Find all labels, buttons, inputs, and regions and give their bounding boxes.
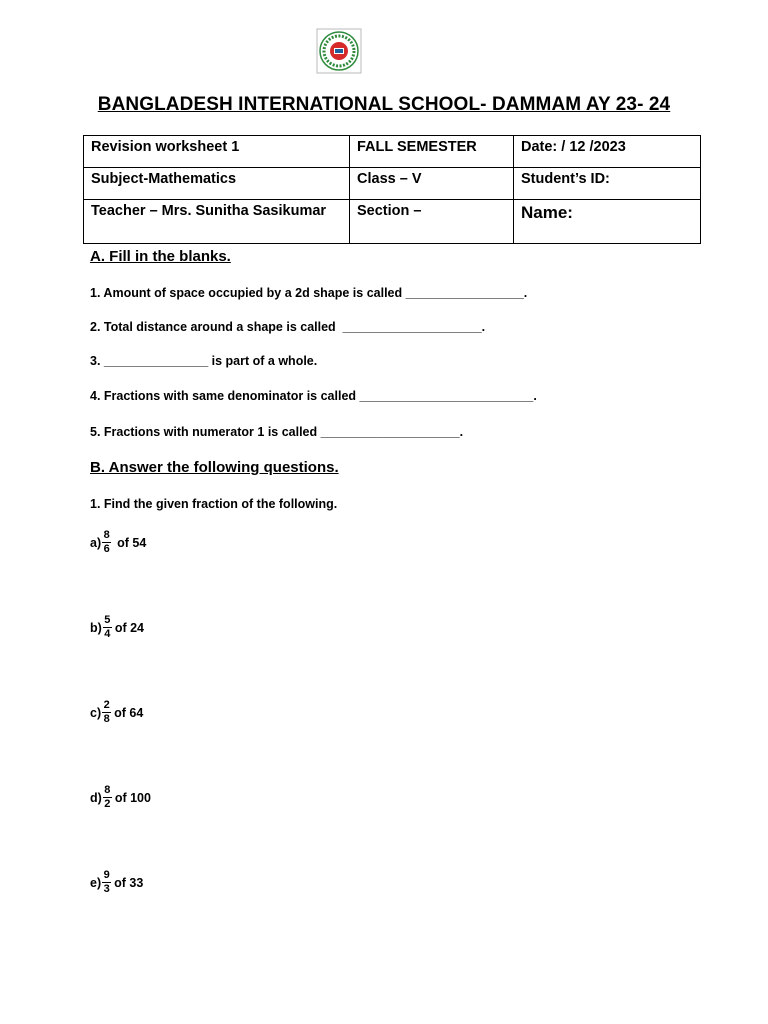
denominator: 2 [104,798,111,810]
question-a1: 1. Amount of space occupied by a 2d shape is called _________________. [90,286,528,300]
question-b1: 1. Find the given fraction of the following. [90,497,338,511]
fraction [102,530,111,555]
fraction-item-c [90,700,143,725]
page-title: BANGLADESH INTERNATIONAL SCHOOL- DAMMAM AY 23- 24 [97,94,671,115]
item-label: a) [90,535,102,550]
student-id-cell: Student’s ID: [514,168,701,200]
name-cell [514,200,701,244]
item-text: of 100 [114,790,151,805]
fraction [102,870,111,895]
question-a5: 5. Fractions with numerator 1 is called ____________________. [90,425,464,439]
numerator: 9 [103,869,110,881]
semester-cell: FALL SEMESTER [350,136,514,168]
denominator: 6 [103,543,110,555]
date-cell: Date: / 12 /2023 [514,136,701,168]
item-label: d) [90,790,102,805]
item-label: c) [90,705,102,720]
denominator: 8 [103,713,110,725]
item-text: of 24 [114,620,144,635]
item-text: of 64 [114,705,144,720]
numerator: 2 [103,699,110,711]
class-cell: Class – V [350,168,514,200]
question-a2: 2. Total distance around a shape is called ____________________. [90,320,486,334]
question-a4: 4. Fractions with same denominator is called _________________________. [90,389,537,403]
fraction [103,615,112,640]
question-a3: 3. _______________ is part of a whole. [90,354,318,368]
name-label: Name: [521,203,573,222]
worksheet-info-table [83,135,701,244]
section-a-heading: A. Fill in the blanks. [90,248,231,265]
section-cell: Section – [350,200,514,244]
fraction-item-b [90,615,144,640]
fraction-item-a [90,530,146,555]
numerator: 5 [104,614,111,626]
numerator: 8 [103,529,110,541]
school-emblem-icon [316,28,362,74]
denominator: 4 [104,628,111,640]
section-b-heading: B. Answer the following questions. [90,459,339,476]
numerator: 8 [104,784,111,796]
item-text: of 33 [114,875,144,890]
item-text: of 54 [117,535,147,550]
fraction-item-e [90,870,143,895]
fraction [103,785,112,810]
teacher-cell: Teacher – Mrs. Sunitha Sasikumar [84,200,350,244]
item-label: e) [90,875,102,890]
denominator: 3 [103,883,110,895]
fraction [102,700,111,725]
worksheet-number: Revision worksheet 1 [84,136,350,168]
item-label: b) [90,620,102,635]
fraction-item-d [90,785,151,810]
subject-cell: Subject-Mathematics [84,168,350,200]
